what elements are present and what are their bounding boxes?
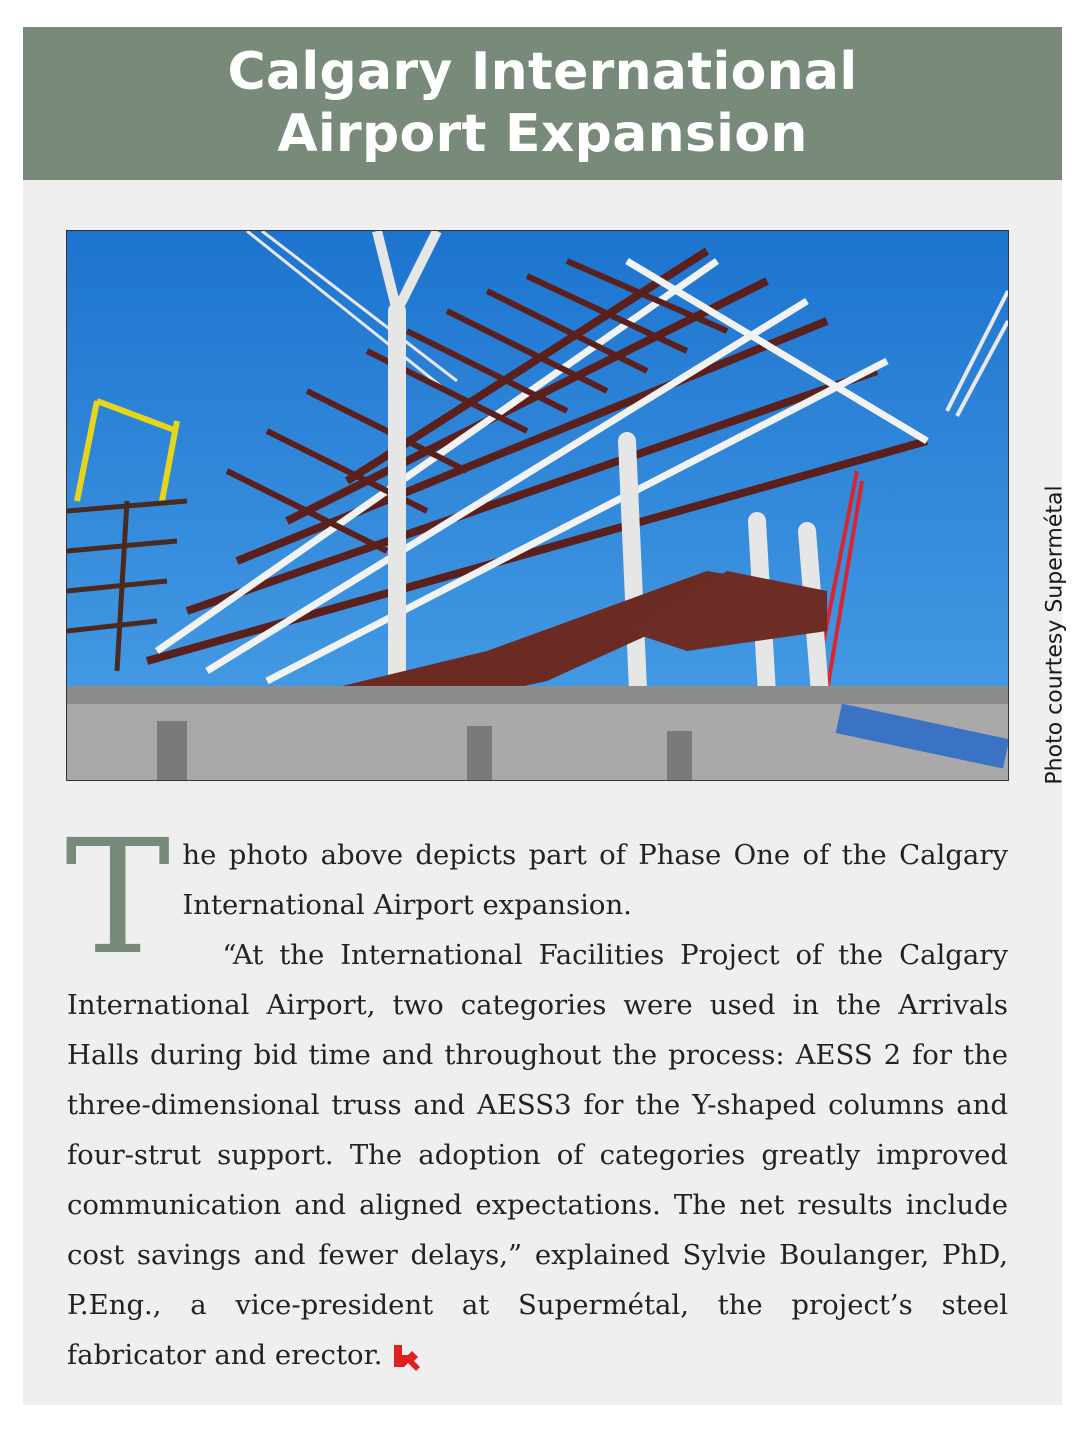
paragraph-1-text: he photo above depicts part of Phase One of the Calgary International Airport expansion. — [182, 839, 1008, 921]
paragraph-1 — [65, 806, 1008, 990]
title-line-1: Calgary International — [227, 42, 858, 102]
article-body — [65, 806, 1008, 1380]
sidebar-box — [23, 27, 1068, 1405]
end-of-article-icon — [392, 1343, 424, 1371]
title-band — [23, 27, 1062, 180]
paragraph-2-text: “At the International Facilities Project of the Calgary International Airport, two categories were used in the Arrivals Halls during bid time and throughout the process: AESS 2 for the three-dimensional truss and AESS3 for the Y-shaped columns and four-strut support. The adoption of categories greatly improved communication and aligned expectations. The net results include cost savings and fewer delays,” explained Sylvie Boulanger, PhD, P.Eng., a vice-president at Supermétal, the project’s steel fabricator and erector. — [67, 939, 1008, 1371]
photo-credit — [1035, 460, 1075, 810]
paragraph-2 — [67, 930, 1008, 1380]
photo-credit-text: Photo courtesy Supermétal — [1042, 485, 1068, 785]
title-line-2: Airport Expansion — [277, 104, 808, 164]
page-title — [23, 41, 1062, 165]
drop-cap: T — [65, 806, 171, 990]
construction-photo — [66, 230, 1009, 781]
